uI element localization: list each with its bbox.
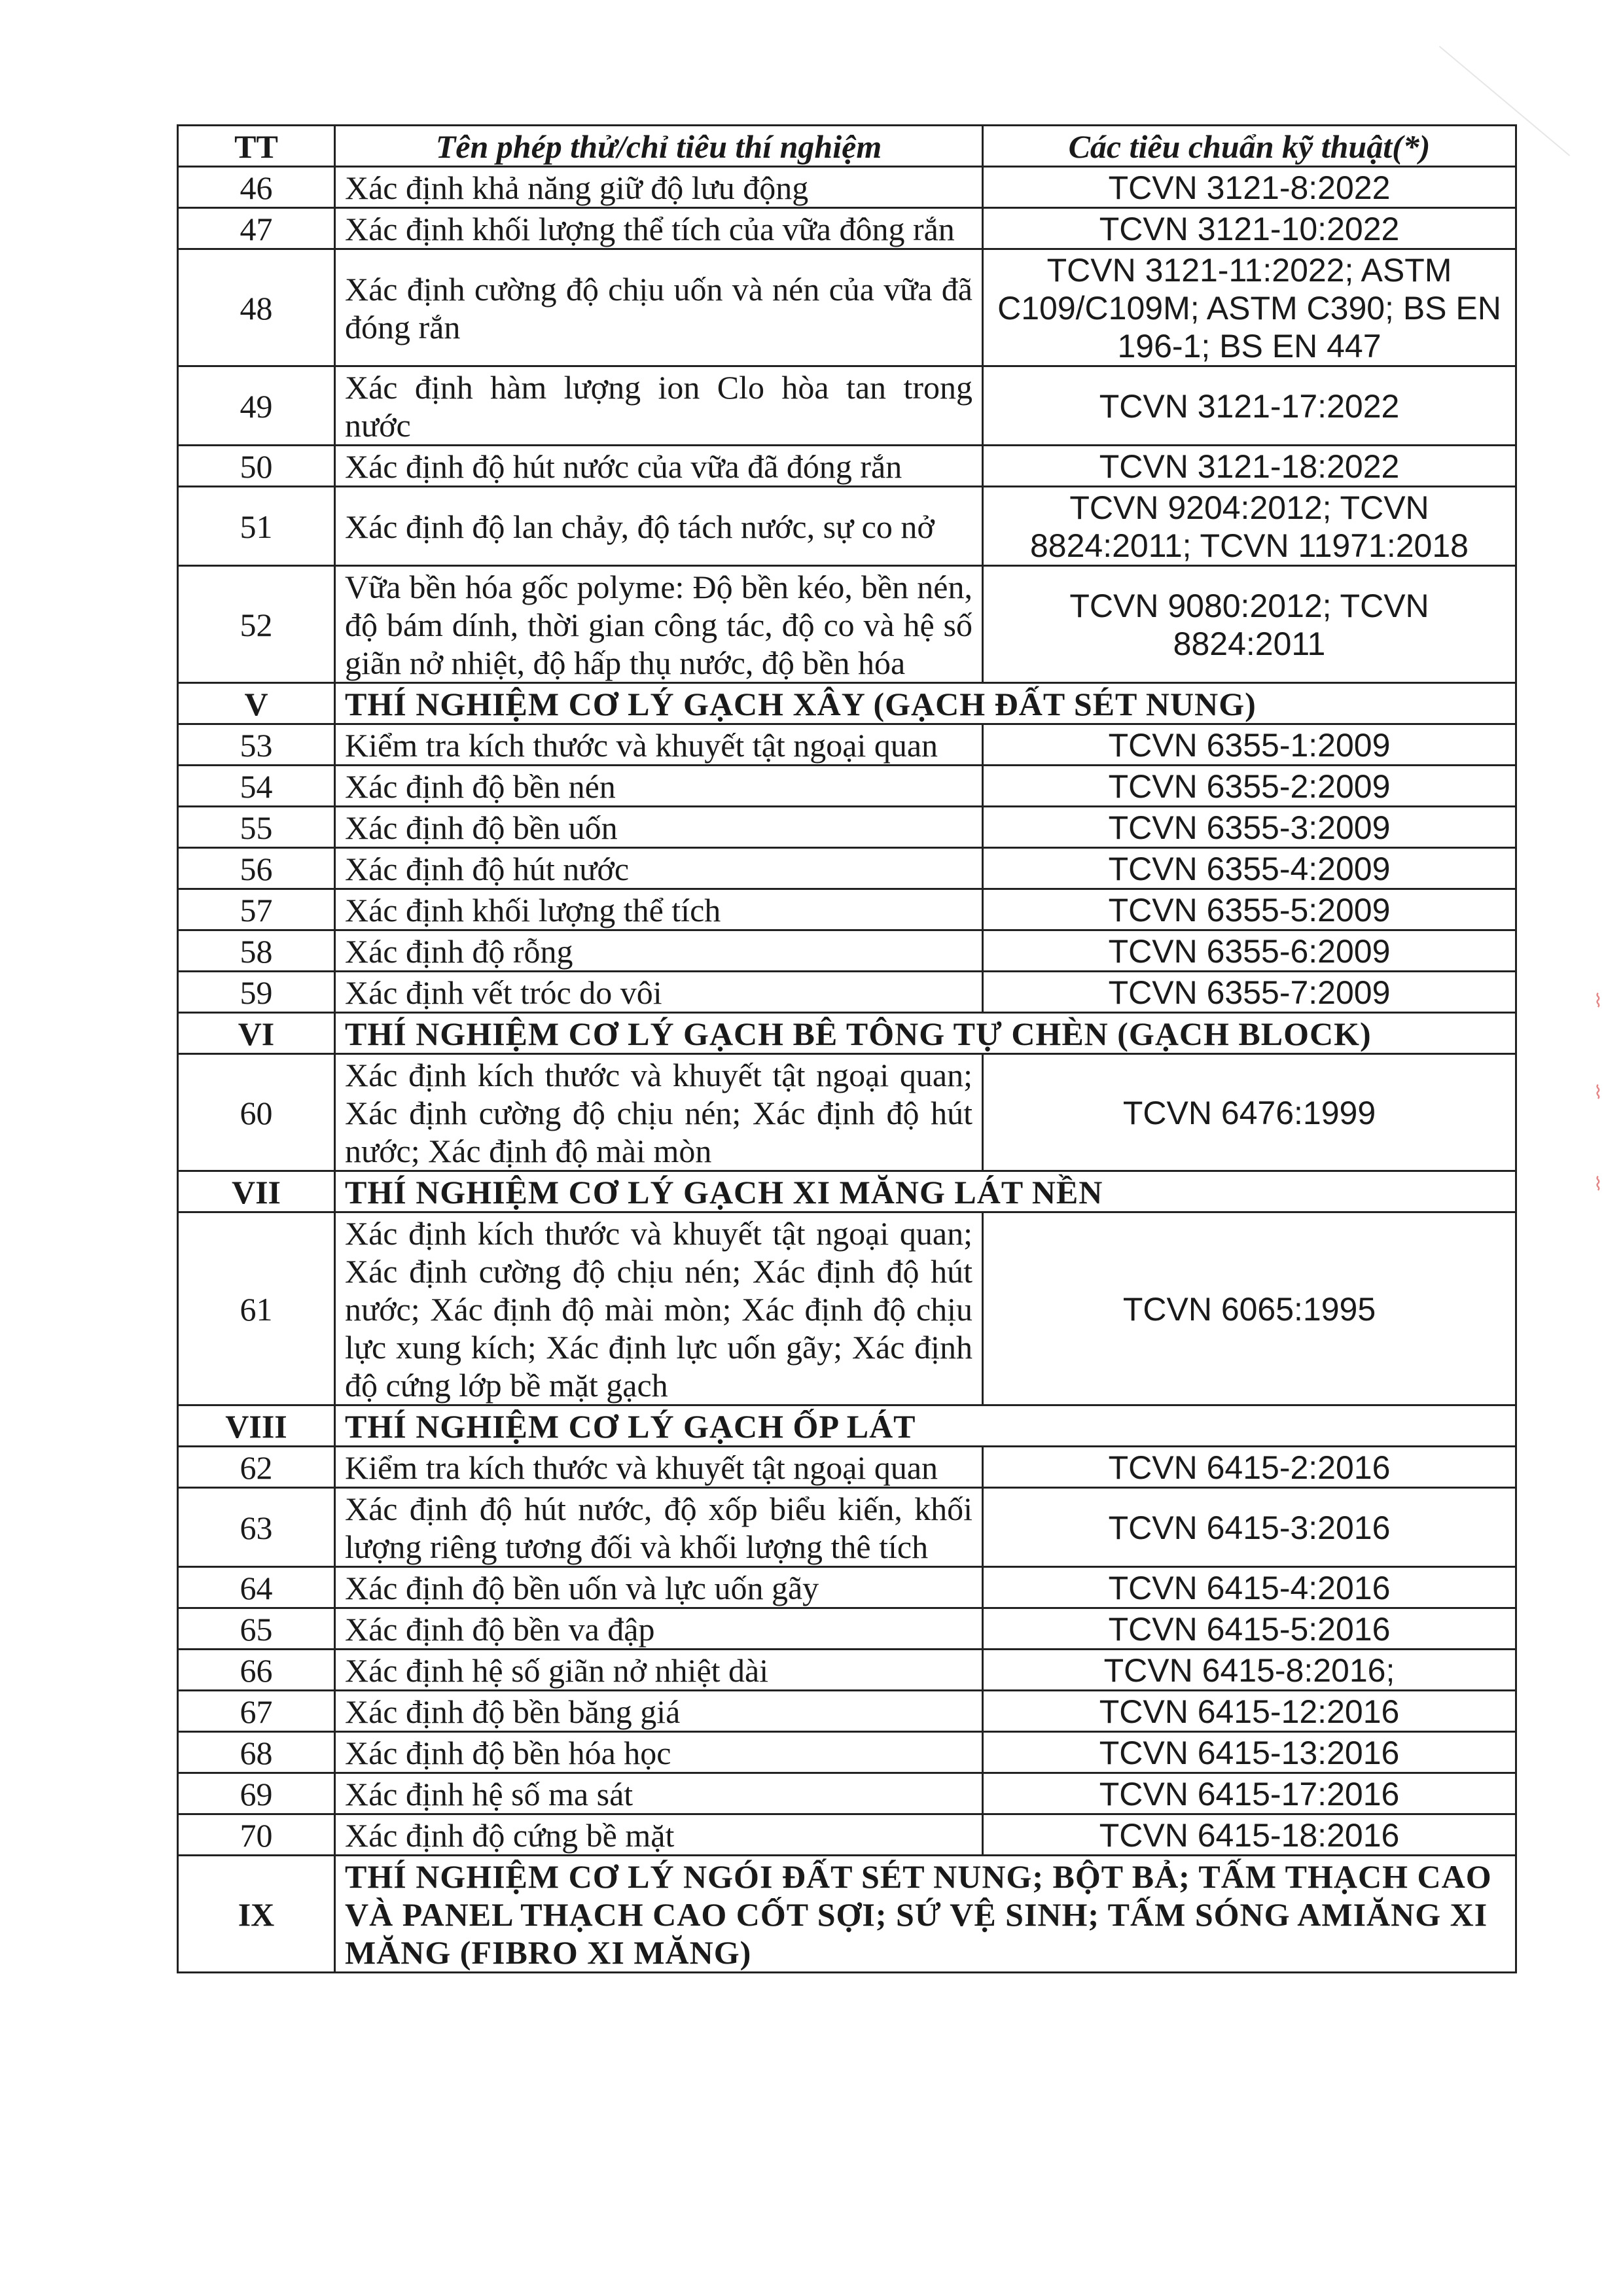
test-name: Xác định độ cứng bề mặt (335, 1814, 983, 1856)
row-number: 69 (178, 1773, 335, 1814)
table-row (178, 724, 1516, 766)
technical-standard: TCVN 6355-1:2009 (983, 724, 1516, 766)
section-row (178, 1013, 1516, 1054)
row-number: 51 (178, 487, 335, 566)
table-row (178, 1814, 1516, 1856)
technical-standard: TCVN 6415-4:2016 (983, 1567, 1516, 1608)
test-name: Xác định độ rỗng (335, 930, 983, 972)
test-name: Xác định hệ số ma sát (335, 1773, 983, 1814)
test-name: Xác định vết tróc do vôi (335, 972, 983, 1013)
row-number: 46 (178, 167, 335, 208)
test-name: Xác định kích thước và khuyết tật ngoại quan; Xác định cường độ chịu nén; Xác định độ hút nước; Xác định độ mài mòn (335, 1054, 983, 1171)
row-number: 52 (178, 566, 335, 683)
row-number: 70 (178, 1814, 335, 1856)
technical-standard: TCVN 6355-7:2009 (983, 972, 1516, 1013)
table-row (178, 1447, 1516, 1488)
section-number: V (178, 683, 335, 724)
table-row (178, 1732, 1516, 1773)
row-number: 49 (178, 366, 335, 446)
section-number: VIII (178, 1405, 335, 1447)
technical-standard: TCVN 6415-18:2016 (983, 1814, 1516, 1856)
row-number: 63 (178, 1488, 335, 1567)
test-standards-table (177, 124, 1517, 1973)
test-name: Kiểm tra kích thước và khuyết tật ngoại quan (335, 1447, 983, 1488)
technical-standard: TCVN 3121-8:2022 (983, 167, 1516, 208)
section-number: VII (178, 1171, 335, 1212)
technical-standard: TCVN 6415-8:2016; (983, 1650, 1516, 1691)
test-name: Xác định độ bền uốn (335, 807, 983, 848)
test-name: Xác định hàm lượng ion Clo hòa tan trong nước (335, 366, 983, 446)
section-title: THÍ NGHIỆM CƠ LÝ GẠCH XI MĂNG LÁT NỀN (335, 1171, 1516, 1212)
test-name: Xác định độ bền va đập (335, 1608, 983, 1650)
row-number: 55 (178, 807, 335, 848)
test-name: Xác định độ hút nước, độ xốp biểu kiến, khối lượng riêng tương đối và khối lượng thê tích (335, 1488, 983, 1567)
table-row (178, 249, 1516, 366)
technical-standard: TCVN 9080:2012; TCVN 8824:2011 (983, 566, 1516, 683)
test-name: Xác định cường độ chịu uốn và nén của vữa đã đóng rắn (335, 249, 983, 366)
row-number: 57 (178, 889, 335, 930)
test-name: Xác định khối lượng thể tích (335, 889, 983, 930)
technical-standard: TCVN 6355-5:2009 (983, 889, 1516, 930)
technical-standard: TCVN 6415-17:2016 (983, 1773, 1516, 1814)
row-number: 62 (178, 1447, 335, 1488)
table-row (178, 446, 1516, 487)
row-number: 68 (178, 1732, 335, 1773)
section-row (178, 683, 1516, 724)
test-name: Xác định độ bền uốn và lực uốn gãy (335, 1567, 983, 1608)
table-row (178, 487, 1516, 566)
row-number: 53 (178, 724, 335, 766)
test-name: Xác định kích thước và khuyết tật ngoại quan; Xác định cường độ chịu nén; Xác định độ hút nước; Xác định độ mài mòn; Xác định độ chịu lực xung kích; Xác định lực uốn gãy; Xác định độ cứng lớp bề mặt gạch (335, 1212, 983, 1405)
test-name: Xác định khối lượng thể tích của vữa đông rắn (335, 208, 983, 249)
row-number: 56 (178, 848, 335, 889)
test-name: Xác định độ bền nén (335, 766, 983, 807)
row-number: 64 (178, 1567, 335, 1608)
row-number: 50 (178, 446, 335, 487)
table-row (178, 1488, 1516, 1567)
table-row (178, 1608, 1516, 1650)
table-header-row (178, 126, 1516, 167)
technical-standard: TCVN 6355-6:2009 (983, 930, 1516, 972)
row-number: 66 (178, 1650, 335, 1691)
table-row (178, 1212, 1516, 1405)
technical-standard: TCVN 3121-18:2022 (983, 446, 1516, 487)
test-name: Xác định độ lan chảy, độ tách nước, sự co nở (335, 487, 983, 566)
technical-standard: TCVN 6476:1999 (983, 1054, 1516, 1171)
technical-standard: TCVN 9204:2012; TCVN 8824:2011; TCVN 11971:2018 (983, 487, 1516, 566)
test-name: Xác định khả năng giữ độ lưu động (335, 167, 983, 208)
table-row (178, 167, 1516, 208)
technical-standard: TCVN 6415-3:2016 (983, 1488, 1516, 1567)
table-row (178, 1650, 1516, 1691)
table-row (178, 889, 1516, 930)
table-row (178, 366, 1516, 446)
test-name: Xác định độ bền băng giá (335, 1691, 983, 1732)
table-row (178, 1691, 1516, 1732)
section-row (178, 1171, 1516, 1212)
test-name: Kiểm tra kích thước và khuyết tật ngoại quan (335, 724, 983, 766)
table-row (178, 766, 1516, 807)
test-name: Vữa bền hóa gốc polyme: Độ bền kéo, bền nén, độ bám dính, thời gian công tác, độ co và hệ số giãn nở nhiệt, độ hấp thụ nước, độ bền hóa (335, 566, 983, 683)
row-number: 48 (178, 249, 335, 366)
header-standard: Các tiêu chuẩn kỹ thuật(*) (983, 126, 1516, 167)
header-tt: TT (178, 126, 335, 167)
section-title: THÍ NGHIỆM CƠ LÝ GẠCH ỐP LÁT (335, 1405, 1516, 1447)
table-row (178, 807, 1516, 848)
test-name: Xác định độ bền hóa học (335, 1732, 983, 1773)
table-row (178, 208, 1516, 249)
row-number: 58 (178, 930, 335, 972)
table-row (178, 930, 1516, 972)
red-stamp-mark: ⌇ ⌇ ⌇ (1594, 990, 1603, 1195)
section-row (178, 1856, 1516, 1973)
section-number: VI (178, 1013, 335, 1054)
table-row (178, 972, 1516, 1013)
table-body (178, 167, 1516, 1973)
technical-standard: TCVN 6355-3:2009 (983, 807, 1516, 848)
test-name: Xác định độ hút nước (335, 848, 983, 889)
table-row (178, 848, 1516, 889)
technical-standard: TCVN 3121-11:2022; ASTM C109/C109M; ASTM C390; BS EN 196-1; BS EN 447 (983, 249, 1516, 366)
technical-standard: TCVN 6065:1995 (983, 1212, 1516, 1405)
technical-standard: TCVN 6415-2:2016 (983, 1447, 1516, 1488)
row-number: 60 (178, 1054, 335, 1171)
section-title: THÍ NGHIỆM CƠ LÝ GẠCH XÂY (GẠCH ĐẤT SÉT NUNG) (335, 683, 1516, 724)
row-number: 65 (178, 1608, 335, 1650)
table-row (178, 1773, 1516, 1814)
technical-standard: TCVN 3121-10:2022 (983, 208, 1516, 249)
technical-standard: TCVN 6415-12:2016 (983, 1691, 1516, 1732)
row-number: 61 (178, 1212, 335, 1405)
test-name: Xác định độ hút nước của vữa đã đóng rắn (335, 446, 983, 487)
technical-standard: TCVN 6355-4:2009 (983, 848, 1516, 889)
section-title: THÍ NGHIỆM CƠ LÝ GẠCH BÊ TÔNG TỰ CHÈN (GẠCH BLOCK) (335, 1013, 1516, 1054)
technical-standard: TCVN 6355-2:2009 (983, 766, 1516, 807)
section-row (178, 1405, 1516, 1447)
technical-standard: TCVN 6415-13:2016 (983, 1732, 1516, 1773)
row-number: 59 (178, 972, 335, 1013)
row-number: 54 (178, 766, 335, 807)
test-name: Xác định hệ số giãn nở nhiệt dài (335, 1650, 983, 1691)
row-number: 47 (178, 208, 335, 249)
technical-standard: TCVN 6415-5:2016 (983, 1608, 1516, 1650)
section-number: IX (178, 1856, 335, 1973)
section-title: THÍ NGHIỆM CƠ LÝ NGÓI ĐẤT SÉT NUNG; BỘT BẢ; TẤM THẠCH CAO VÀ PANEL THẠCH CAO CỐT SỢI; SỨ VỆ SINH; TẤM SÓNG AMIĂNG XI MĂNG (FIBRO XI MĂNG) (335, 1856, 1516, 1973)
technical-standard: TCVN 3121-17:2022 (983, 366, 1516, 446)
table-row (178, 566, 1516, 683)
header-test-name: Tên phép thử/chỉ tiêu thí nghiệm (335, 126, 983, 167)
table-row (178, 1567, 1516, 1608)
table-row (178, 1054, 1516, 1171)
row-number: 67 (178, 1691, 335, 1732)
